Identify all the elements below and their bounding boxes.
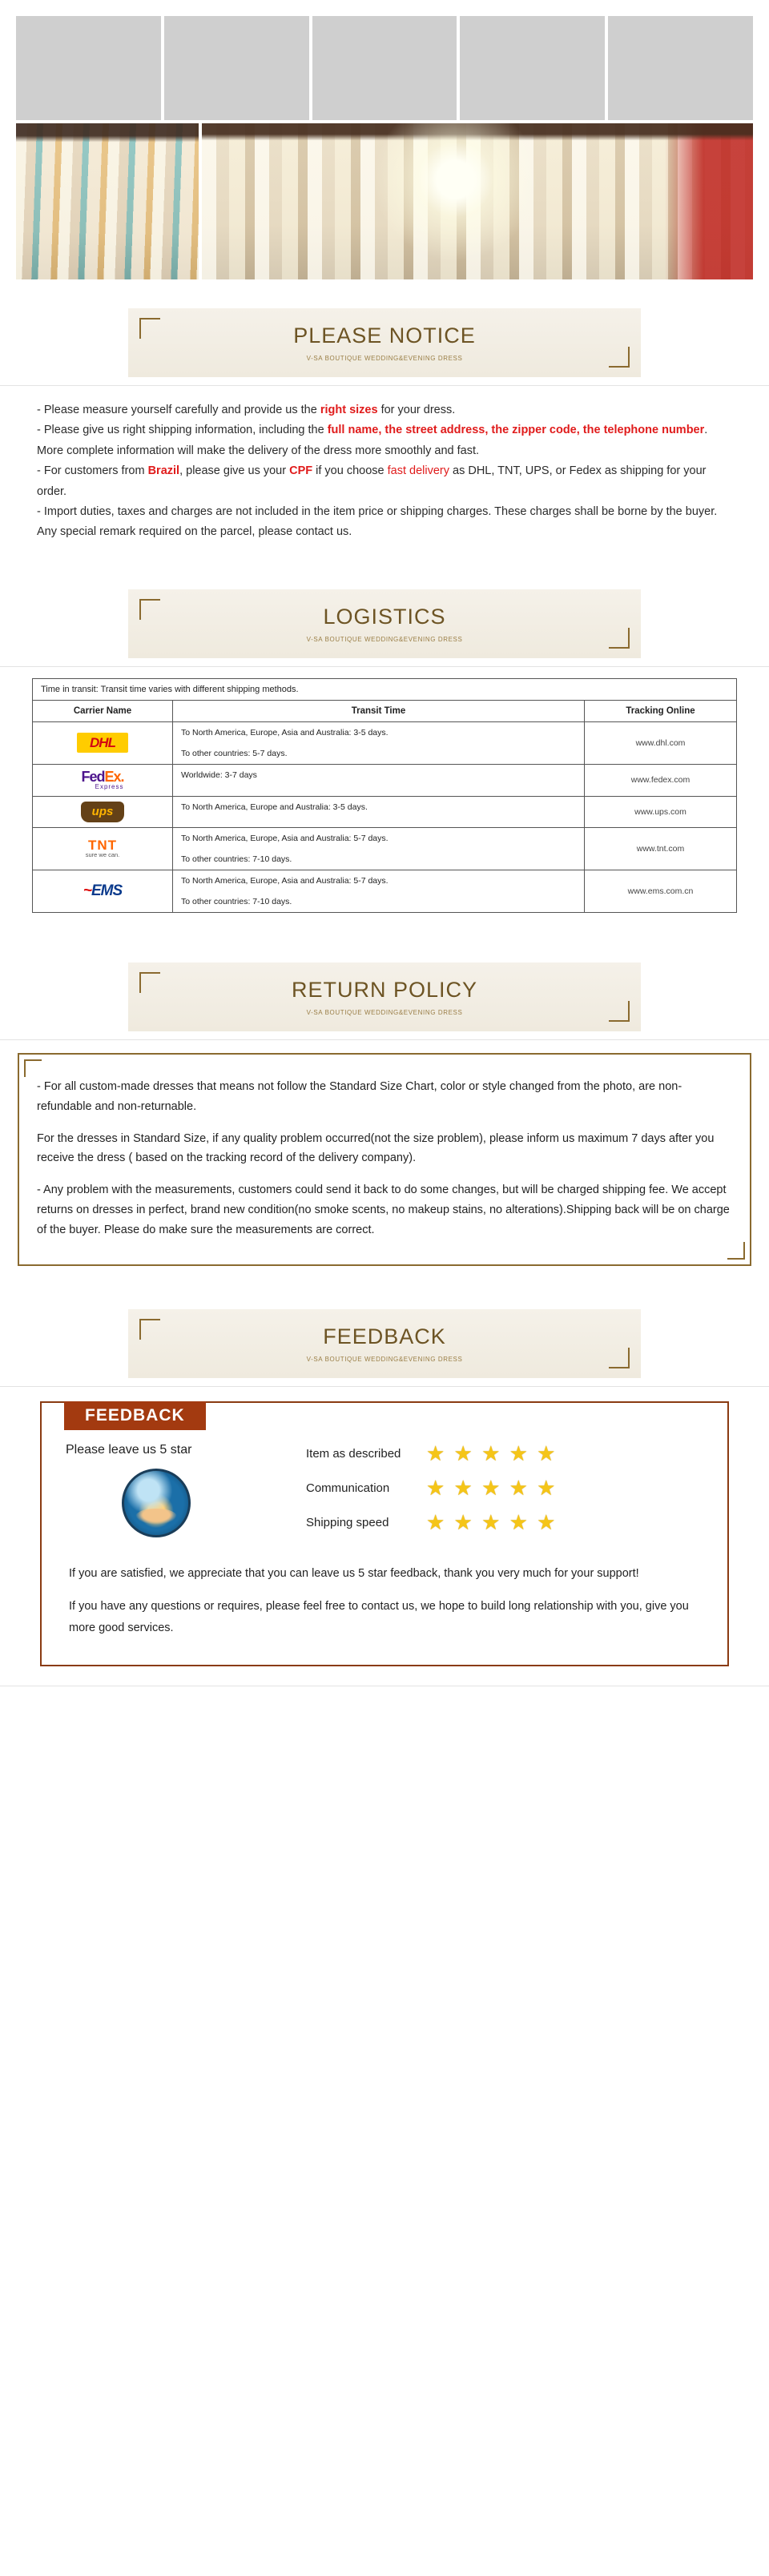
fedex-logo-express: Express: [95, 782, 124, 790]
transit-cell-ems: [173, 870, 585, 912]
ems-logo-swoosh: ~: [83, 882, 91, 900]
collage-row-bottom: [16, 123, 753, 279]
notice-line-2: [37, 420, 732, 461]
carrier-cell-tnt: [33, 827, 173, 870]
feedback-row-label: Communication: [306, 1481, 390, 1496]
table-caption-row: [33, 678, 737, 700]
banner-feedback: [128, 1309, 641, 1378]
feedback-row-label: Shipping speed: [306, 1516, 389, 1530]
notice-line-2-highlight: full name, the street address, the zipper code, the telephone number: [327, 424, 705, 437]
notice-line-3-brazil: Brazil: [147, 464, 180, 478]
photo-collage: [16, 16, 753, 279]
return-policy-paragraph-1: - For all custom-made dresses that means not follow the Standard Size Chart, color or style changed from the photo, are non-refundable and non-returnable.: [37, 1080, 682, 1114]
transit-line: To other countries: 7-10 days.: [181, 896, 292, 906]
transit-cell-dhl: [173, 721, 585, 764]
carrier-cell-ups: [33, 796, 173, 827]
feedback-rating-rows: [306, 1432, 727, 1545]
transit-cell-tnt: [173, 827, 585, 870]
photo-bw-rack-2: [164, 16, 309, 120]
banner-title: FEEDBACK: [323, 1324, 446, 1349]
tracking-cell-tnt[interactable]: www.tnt.com: [585, 827, 737, 870]
table-row: [33, 827, 737, 870]
notice-line-3: [37, 461, 732, 502]
table-row: [33, 796, 737, 827]
banner-feedback-wrap: [0, 1280, 769, 1386]
th-tracking-online: Tracking Online: [585, 700, 737, 721]
table-row: [33, 764, 737, 796]
carrier-cell-ems: [33, 870, 173, 912]
dhl-logo: DHL: [77, 733, 128, 753]
banner-notice-wrap: [0, 279, 769, 385]
star-rating-icon: ★ ★ ★ ★ ★: [426, 1441, 558, 1466]
return-policy-box: [18, 1053, 751, 1267]
feedback-row-shipping-speed: [306, 1510, 727, 1535]
banner-logistics-wrap: [0, 561, 769, 666]
tnt-logo: TNT sure we can.: [85, 837, 120, 858]
photo-bw-rack-1: [16, 16, 161, 120]
banner-subtitle: V-SA BOUTIQUE WEDDING&EVENING DRESS: [306, 1008, 463, 1016]
transit-line: To North America, Europe and Australia: 3-5 days.: [181, 802, 368, 812]
product-description-page: [0, 16, 769, 1686]
corner-bracket-icon: [24, 1059, 42, 1077]
corner-bracket-icon: [609, 347, 630, 368]
transit-line: To North America, Europe, Asia and Australia: 3-5 days.: [181, 727, 389, 737]
banner-title: LOGISTICS: [323, 604, 446, 629]
corner-bracket-icon: [609, 628, 630, 649]
banner-return-wrap: [0, 934, 769, 1039]
notice-line-2-a: - Please give us right shipping information, including the: [37, 424, 328, 437]
banner-title: RETURN POLICY: [291, 977, 478, 1002]
notice-line-4: - Import duties, taxes and charges are not included in the item price or shipping charges. These charges shall be borne by the buyer. Any special remark required on the parcel, please contact us.: [37, 504, 718, 539]
feedback-footer-line-1: If you are satisfied, we appreciate that you can leave us 5 star feedback, thank you very much for your support!: [69, 1566, 639, 1580]
carrier-cell-dhl: [33, 721, 173, 764]
table-header-row: [33, 700, 737, 721]
notice-line-3-b: , please give us your: [179, 464, 290, 478]
tracking-cell-ups[interactable]: www.ups.com: [585, 796, 737, 827]
transit-line: Worldwide: 3-7 days: [181, 770, 257, 780]
feedback-footer: [42, 1545, 727, 1638]
star-rating-icon: ★ ★ ★ ★ ★: [426, 1510, 558, 1535]
feedback-left-column: [42, 1432, 306, 1537]
feedback-row-communication: [306, 1476, 727, 1501]
logistics-table: [32, 678, 737, 913]
banner-subtitle: V-SA BOUTIQUE WEDDING&EVENING DRESS: [306, 355, 463, 362]
feedback-section: [0, 1386, 769, 1686]
corner-bracket-icon: [139, 599, 160, 620]
fedex-logo: [81, 770, 123, 790]
photo-color-rack-left: [16, 123, 199, 279]
notice-line-3-c: if you choose: [312, 464, 388, 478]
feedback-panel: [40, 1401, 729, 1666]
feedback-row-item-as-described: [306, 1441, 727, 1466]
transit-line: To other countries: 5-7 days.: [181, 748, 288, 758]
banner-logistics: [128, 589, 641, 658]
globe-handshake-icon: [122, 1469, 191, 1537]
tracking-cell-ems[interactable]: www.ems.com.cn: [585, 870, 737, 912]
feedback-head-row: [42, 1432, 727, 1545]
transit-line: To North America, Europe, Asia and Australia: 5-7 days.: [181, 833, 389, 843]
th-carrier-name: Carrier Name: [33, 700, 173, 721]
notice-text-block: [0, 386, 769, 561]
notice-line-1: [37, 400, 732, 420]
feedback-row-label: Item as described: [306, 1447, 401, 1461]
star-rating-icon: ★ ★ ★ ★ ★: [426, 1476, 558, 1501]
corner-bracket-icon: [609, 1001, 630, 1022]
banner-return-policy: [128, 962, 641, 1031]
banner-title: PLEASE NOTICE: [293, 324, 476, 348]
photo-bw-rack-5: [608, 16, 753, 120]
feedback-tag: FEEDBACK: [64, 1401, 206, 1430]
carrier-cell-fedex: [33, 764, 173, 796]
banner-please-notice: [128, 308, 641, 377]
divider: [0, 1039, 769, 1040]
th-transit-time: Transit Time: [173, 700, 585, 721]
transit-cell-fedex: [173, 764, 585, 796]
collage-row-top: [16, 16, 753, 120]
tnt-logo-slogan: sure we can.: [85, 850, 120, 858]
corner-bracket-icon: [139, 318, 160, 339]
notice-line-2-b: . More complete information will make the delivery of the dress more smoothly and fast.: [37, 424, 708, 457]
corner-bracket-icon: [139, 1319, 160, 1340]
ems-logo: ~EMS: [83, 882, 123, 900]
return-policy-paragraph-2: For the dresses in Standard Size, if any quality problem occurred(not the size problem), please inform us maximum 7 days after you receive the dress ( based on the tracking record of the delivery company).: [37, 1131, 715, 1165]
transit-line: To other countries: 7-10 days.: [181, 854, 292, 864]
notice-line-3-a: - For customers from: [37, 464, 148, 478]
fedex-logo-ex: Ex.: [104, 768, 124, 785]
notice-line-1-a: - Please measure yourself carefully and provide us the: [37, 404, 320, 416]
photo-bw-rack-4: [460, 16, 605, 120]
banner-subtitle: V-SA BOUTIQUE WEDDING&EVENING DRESS: [306, 1356, 463, 1364]
feedback-footer-line-2: If you have any questions or requires, please feel free to contact us, we hope to build long relationship with you, give you more good services.: [69, 1600, 689, 1634]
table-row: [33, 721, 737, 764]
corner-bracket-icon: [139, 972, 160, 993]
notice-line-1-b: for your dress.: [377, 404, 456, 416]
notice-line-1-highlight: right sizes: [320, 404, 378, 416]
banner-subtitle: V-SA BOUTIQUE WEDDING&EVENING DRESS: [306, 635, 463, 643]
notice-line-3-cpf: CPF: [289, 464, 313, 478]
corner-bracket-icon: [609, 1348, 630, 1368]
ups-logo: ups: [81, 802, 125, 822]
tracking-cell-dhl[interactable]: www.dhl.com: [585, 721, 737, 764]
logistics-table-wrap: [0, 667, 769, 934]
notice-line-3-d: as DHL, TNT, UPS, or Fedex as shipping for your order.: [37, 464, 707, 498]
transit-line: To North America, Europe, Asia and Australia: 5-7 days.: [181, 875, 389, 886]
feedback-leave-text: Please leave us 5 star: [66, 1443, 192, 1457]
transit-cell-ups: [173, 796, 585, 827]
tracking-cell-fedex[interactable]: www.fedex.com: [585, 764, 737, 796]
table-row: [33, 870, 737, 912]
corner-bracket-icon: [727, 1242, 745, 1260]
notice-line-3-fast-delivery: fast delivery: [387, 464, 449, 478]
photo-color-rack-right: [202, 123, 753, 279]
table-caption: Time in transit: Transit time varies with different shipping methods.: [33, 678, 737, 700]
return-policy-paragraph-3: - Any problem with the measurements, customers could send it back to do some changes, but will be charged shipping fee. We accept returns on dresses in perfect, brand new condition(no smoke scents, no makeup stains, no alterations).Shipping back will be on charge of the buyer. Please do make sure the measurements are correct.: [37, 1183, 730, 1236]
photo-bw-rack-3: [312, 16, 457, 120]
fedex-logo-fed: Fed: [81, 768, 105, 785]
